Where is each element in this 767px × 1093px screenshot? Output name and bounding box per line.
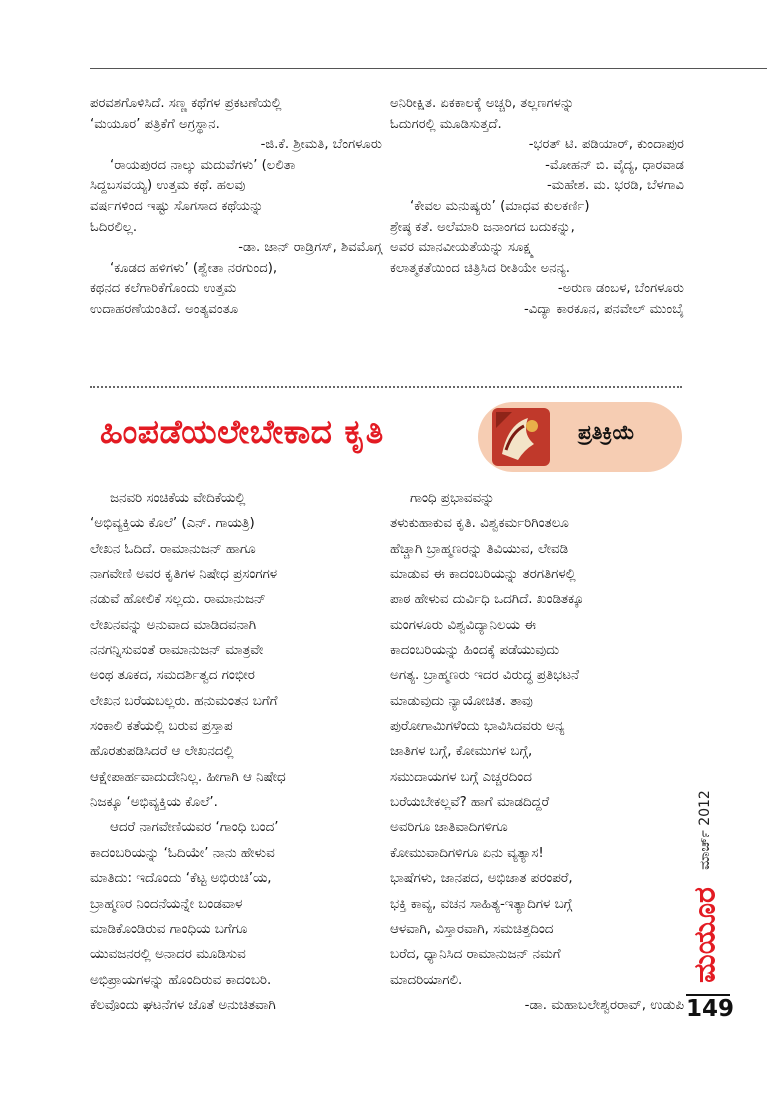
text-line: ಕಾದಂಬರಿಯನ್ನು ‘ಓದಿಯೇ’ ನಾನು ಹೇಳುವ (90, 845, 275, 861)
text-line: ಮಂಗಳೂರು ವಿಶ್ವವಿದ್ಯಾನಿಲಯ ಈ (390, 617, 536, 633)
text-line: ಬರೆಯಬೇಕಲ್ಲವೆ? ಹಾಗೆ ಮಾಡದಿದ್ದರೆ (390, 795, 550, 811)
text-line: ಮಾಡುವ ಈ ಕಾದಂಬರಿಯನ್ನು ತರಗತಿಗಳಲ್ಲಿ (390, 567, 576, 583)
text-line: ಮಾದರಿಯಾಗಲಿ. (390, 972, 463, 988)
text-line: ‘ಅಭಿವ್ಯಕ್ತಿಯ ಕೊಲೆ’ (ಎನ್. ಗಾಯತ್ರಿ) (90, 516, 255, 532)
text-line: ನಾಗವೇಣಿ ಅವರ ಕೃತಿಗಳ ನಿಷೇಧ ಪ್ರಸಂಗಗಳ (90, 567, 278, 583)
text-line: ನನಗನ್ನಿಸುವಂತೆ ರಾಮಾನುಜನ್ ಮಾತ್ರವೇ (90, 643, 264, 659)
text-line: ‘ಮಯೂರ’ ಪತ್ರಿಕೆಗೆ ಅಗ್ರಸ್ಥಾನ. (90, 116, 220, 132)
text-line: ಪರವಶಗೊಳಿಸಿದೆ. ಸಣ್ಣ ಕಥೆಗಳ ಪ್ರಕಟಣೆಯಲ್ಲಿ (90, 96, 282, 111)
text-line: ಪಾಠ ಹೇಳುವ ದುರ್ವಿಧಿ ಒದಗಿದೆ. ಖಂಡಿತಕ್ಕೂ (390, 592, 584, 608)
text-line: ಆಳವಾಗಿ, ವಿಸ್ತಾರವಾಗಿ, ಸಮಚಿತ್ತದಿಂದ (390, 921, 554, 937)
text-line: ಮಾಡುವುದು ನ್ಯಾಯೋಚಿತ. ತಾವು (390, 693, 533, 709)
text-line: ಅಭಿಪ್ರಾಯಗಳನ್ನು ಹೊಂದಿರುವ ಕಾದಂಬರಿ. (90, 972, 272, 988)
text-line: ಅನಿರೀಕ್ಷಿತ. ಏಕಕಾಲಕ್ಕೆ ಅಚ್ಚರಿ, ತಲ್ಲಣಗಳನ್ನು (390, 96, 575, 111)
text-line: ನಡುವೆ ಹೋಲಿಕೆ ಸಲ್ಲದು. ರಾಮಾನುಜನ್ (90, 592, 266, 608)
page-number: 149 (686, 996, 735, 1022)
article-column-left (90, 486, 380, 1018)
text-line: ಭಕ್ತಿ ಕಾವ್ಯ, ವಚನ ಸಾಹಿತ್ಯ-ಇತ್ಯಾದಿಗಳ ಬಗ್ಗೆ (390, 896, 573, 912)
text-line: -ಜಿ.ಕೆ. ಶ್ರೀಮತಿ, ಬೆಂಗಳೂರು (260, 137, 382, 153)
text-line: -ಮಹೇಶ. ಮ. ಭರಡಿ, ಬೆಳಗಾವಿ (547, 178, 684, 194)
text-line: ಹೊರತುಪಡಿಸಿದರೆ ಆ ಲೇಖನದಲ್ಲಿ (90, 744, 234, 760)
text-line: ಶ್ರೇಷ್ಠ ಕತೆ. ಅಲೆಮಾರಿ ಜನಾಂಗದ ಬದುಕನ್ನು, (390, 219, 575, 235)
text-line: ಕಾದಂಬರಿಯನ್ನು ಹಿಂದಕ್ಕೆ ಪಡೆಯುವುದು (390, 643, 560, 659)
article-headline: ಹಿಂಪಡೆಯಲೇಬೇಕಾದ ಕೃತಿ (100, 412, 384, 451)
text-line: -ಡಾ. ಮಹಾಬಲೇಶ್ವರರಾವ್, ಉಡುಪಿ (524, 997, 684, 1013)
text-line: ಓದುಗರಲ್ಲಿ ಮೂಡಿಸುತ್ತದೆ. (390, 116, 502, 132)
text-line: ಕೋಮುವಾದಿಗಳಿಗೂ ಏನು ವ್ಯತ್ಯಾಸ! (390, 845, 544, 861)
top-rule (90, 68, 767, 69)
text-line: -ಡಾ. ಜಾನ್ ರಾಡ್ರಿಗಸ್, ಶಿವಮೊಗ್ಗ (238, 240, 382, 256)
text-line: -ಅರುಣ ಡಂಬಳ, ಬೆಂಗಳೂರು (557, 281, 684, 297)
text-line: ಕೆಲವೊಂದು ಘಟನೆಗಳ ಜೊತೆ ಅನುಚಿತವಾಗಿ (90, 997, 276, 1013)
letters-column-left (90, 94, 382, 321)
issue-date: ಮಾರ್ಚ್ 2012 (697, 790, 713, 870)
letters-column-right (390, 94, 684, 321)
text-line: ಸಮುದಾಯಗಳ ಬಗ್ಗೆ ಎಚ್ಚರದಿಂದ (390, 769, 532, 785)
text-line: ಲೇಖನ ಓದಿದೆ. ರಾಮಾನುಜನ್ ಹಾಗೂ (90, 541, 256, 557)
text-line: ಓದಿರಲಿಲ್ಲ. (90, 219, 138, 235)
text-line: ‘ರಾಯಪುರದ ನಾಲ್ಕು ಮದುವೆಗಳು’ (ಲಲಿತಾ (110, 157, 296, 173)
text-line: ಆಕ್ಷೇಪಾರ್ಹವಾದುದೇನಿಲ್ಲ. ಹೀಗಾಗಿ ಆ ನಿಷೇಧ (90, 769, 286, 785)
text-line: ಜನವರಿ ಸಂಚಿಕೆಯ ವೇದಿಕೆಯಲ್ಲಿ (110, 491, 246, 506)
text-line: ಸಿದ್ದಬಸವಯ್ಯ) ಉತ್ತಮ ಕಥೆ. ಹಲವು (90, 178, 246, 194)
text-line: ಮಾತಿದು: ಇದೊಂದು ‘ಕೆಟ್ಟ ಅಭಿರುಚಿ’ಯ, (90, 871, 272, 887)
text-line: ಅಂಥ ತೂಕದ, ಸಮದರ್ಶಿತ್ವದ ಗಂಭೀರ (90, 668, 255, 684)
text-line: ‘ಕೂಡದ ಹಳಿಗಳು’ (ಶ್ವೇತಾ ನರಗುಂದ), (110, 260, 278, 276)
article-column-right (390, 486, 684, 1018)
text-line: ಉದಾಹರಣೆಯಂತಿದೆ. ಅಂತ್ಯವಂತೂ (90, 301, 239, 317)
text-line: ಕಥನದ ಕಲೆಗಾರಿಕೆಗೊಂದು ಉತ್ತಮ (90, 281, 237, 297)
text-line: -ವಿದ್ಯಾ ಕಾರಕೂನ, ಪನವೇಲ್ ಮುಂಬೈ (524, 301, 684, 317)
text-line: ಆದರೆ ನಾಗವೇಣಿಯವರ ‘ಗಾಂಧಿ ಬಂದ’ (110, 820, 279, 836)
text-line: ‘ಕೇವಲ ಮನುಷ್ಯರು’ (ಮಾಧವ ಕುಲಕರ್ಣಿ) (410, 198, 590, 214)
text-line: ವರ್ಷಗಳಿಂದ ಇಷ್ಟು ಸೊಗಸಾದ ಕಥೆಯನ್ನು (90, 198, 264, 214)
reader-response-icon (488, 404, 554, 470)
text-line: ಮಾಡಿಕೊಂಡಿರುವ ಗಾಂಧಿಯ ಬಗೆಗೂ (90, 921, 248, 937)
text-line: ಜಾತಿಗಳ ಬಗ್ಗೆ, ಕೋಮುಗಳ ಬಗ್ಗೆ, (390, 744, 533, 760)
magazine-logo: ಮಯೂರ (687, 887, 723, 983)
text-line: ಭಾಷೆಗಳು, ಜಾನಪದ, ಅಭಿಜಾತ ಪರಂಪರೆ, (390, 871, 573, 887)
section-label: ಪ್ರತಿಕ್ರಿಯೆ (578, 420, 635, 444)
text-line: ನಿಜಕ್ಕೂ ‘ಅಭಿವ್ಯಕ್ತಿಯ ಕೊಲೆ’. (90, 795, 218, 811)
text-line: -ಭರತ್ ಟಿ. ಪಡಿಯಾರ್, ಕುಂದಾಪುರ (528, 137, 684, 153)
text-line: -ಮೋಹನ್ ಬಿ. ವೈದ್ಯ, ಧಾರವಾಡ (545, 157, 684, 173)
text-line: ಪುರೋಗಾಮಿಗಳೆಂದು ಭಾವಿಸಿದವರು ಅನ್ಯ (390, 719, 565, 735)
text-line: ಲೇಖನವನ್ನು ಅನುವಾದ ಮಾಡಿದವನಾಗಿ (90, 617, 257, 633)
text-line: ಯುವಜನರಲ್ಲಿ ಅನಾದರ ಮೂಡಿಸುವ (90, 947, 246, 963)
section-divider (90, 386, 682, 388)
text-line: ಬರೆದ, ಧ್ಯಾನಿಸಿದ ರಾಮಾನುಜನ್ ನಮಗೆ (390, 947, 561, 963)
text-line: ತಳುಕುಹಾಕುವ ಕೃತಿ. ವಿಶ್ವಕರ್ಮರಿಗಿಂತಲೂ (390, 516, 569, 532)
text-line: ಅವರ ಮಾನವೀಯತೆಯನ್ನು ಸೂಕ್ಷ್ಮ (390, 240, 534, 256)
text-line: ಕಲಾತ್ಮಕತೆಯಿಂದ ಚಿತ್ರಿಸಿದ ರೀತಿಯೇ ಅನನ್ಯ. (390, 260, 570, 276)
text-line: ಅವರಿಗೂ ಜಾತಿವಾದಿಗಳಿಗೂ (390, 820, 508, 836)
text-line: ಲೇಖನ ಬರೆಯಬಲ್ಲರು. ಹನುಮಂತನ ಬಗೆಗೆ (90, 693, 278, 709)
text-line: ಅಗತ್ಯ. ಬ್ರಾಹ್ಮಣರು ಇದರ ವಿರುದ್ಧ ಪ್ರತಿಭಟನೆ (390, 668, 579, 684)
text-line: ಹೆಚ್ಚಾಗಿ ಬ್ರಾಹ್ಮಣರನ್ನು ತಿವಿಯುವ, ಲೇವಡಿ (390, 541, 569, 557)
text-line: ಬ್ರಾಹ್ಮಣರ ನಿಂದನೆಯನ್ನೇ ಬಂಡವಾಳ (90, 896, 243, 912)
text-line: ಗಾಂಧಿ ಪ್ರಭಾವವನ್ನು (410, 491, 495, 506)
text-line: ಸಂಕಾಲಿ ಕತೆಯಲ್ಲಿ ಬರುವ ಪ್ರಸ್ತಾಪ (90, 719, 233, 735)
